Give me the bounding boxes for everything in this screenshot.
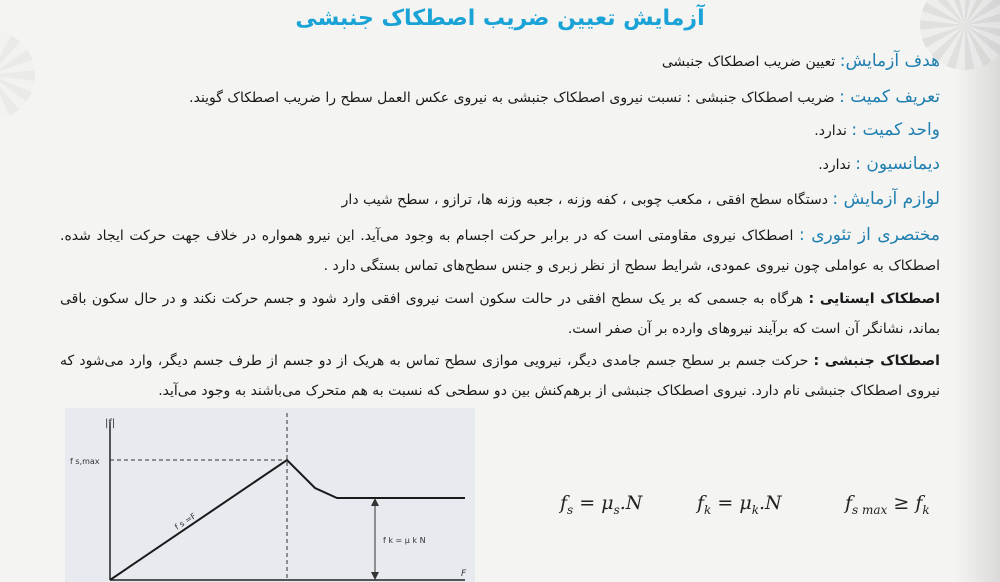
friction-force-graph [65, 408, 475, 582]
kinetic-friction-text: حرکت جسم بر سطح جسم جامدی دیگر، نیرویی موازی سطح تماس به هریک از دو جسم از طرف جسم دیگر، وارد می‌شود که نیروی اصطکاک جنبشی نام دارد. نیروی اصطکاک جنبشی از برهم‌کنش بین دو سطحی که نسبت به هم متحرک می‌باشند به وجود می‌آید. [60, 353, 940, 399]
static-friction-label: اصطکاک ایستایی : [808, 291, 940, 307]
goal-text: تعیین ضریب اصطکاک جنبشی [661, 54, 836, 70]
definition-text: ضریب اصطکاک جنبشی : نسبت نیروی اصطکاک جنبشی به نیروی عکس العمل سطح را ضریب اصطکاک گویند. [189, 90, 835, 106]
goal-line [662, 51, 940, 72]
y-axis-label: |f| [105, 418, 116, 429]
equipment-label: لوازم آزمایش : [832, 189, 940, 209]
fk-label: f k = μ k N [383, 536, 426, 545]
static-friction-paragraph [60, 284, 940, 344]
unit-label: واحد کمیت : [851, 120, 940, 140]
equipment-line [342, 189, 940, 210]
theory-label: مختصری از تئوری : [798, 225, 940, 245]
decorative-border-right [955, 0, 1000, 582]
formula-fs: $f_s = \mu_s.N$ [560, 492, 643, 517]
kinetic-friction-label: اصطکاک جنبشی : [813, 353, 940, 369]
fs-max-label: f s,max [70, 457, 100, 466]
fk-arrow-up-icon [371, 498, 379, 506]
formula-fk: $f_k = \mu_k.N$ [697, 492, 782, 517]
unit-text: ندارد. [814, 123, 847, 139]
x-axis-label: F [461, 569, 467, 579]
kinetic-friction-paragraph [60, 346, 940, 406]
dimension-text: ندارد. [818, 157, 851, 173]
fk-arrow-down-icon [371, 572, 379, 580]
static-friction-text: هرگاه به جسمی که بر یک سطح افقی در حالت سکون است نیروی افقی وارد شود و جسم حرکت نکند و در حال سکون باقی بماند، نشانگر آن است که برآیند نیروهای وارده بر آن صفر است. [60, 291, 940, 337]
definition-label: تعریف کمیت : [839, 87, 940, 107]
slope-label: f s =F [173, 511, 198, 532]
equipment-text: دستگاه سطح افقی ، مکعب چوبی ، کفه وزنه ، جعبه وزنه ها، ترازو ، سطح شیب دار [341, 192, 828, 208]
dimension-line [818, 154, 940, 175]
definition-line [189, 87, 940, 108]
theory-text: اصطکاک نیروی مقاومتی است که در برابر حرکت اجسام به وجود می‌آید. این نیرو همواره در خلاف جهت حرکت ایجاد شده. اصطکاک به عواملی چون نیروی عمودی، شرایط سطح از نظر زبری و جنس سطح‌های تماس بستگی دارد . [60, 228, 940, 274]
dimension-label: دیمانسیون : [855, 154, 940, 174]
goal-label: هدف آزمایش: [839, 51, 940, 71]
decorative-gear-left [0, 30, 35, 120]
page-title: آزمایش تعیین ضریب اصطکاک جنبشی [295, 6, 705, 31]
theory-paragraph [60, 220, 940, 281]
unit-line [814, 120, 940, 141]
formula-fs-max: $f_{s max} \ge f_k$ [845, 492, 930, 517]
